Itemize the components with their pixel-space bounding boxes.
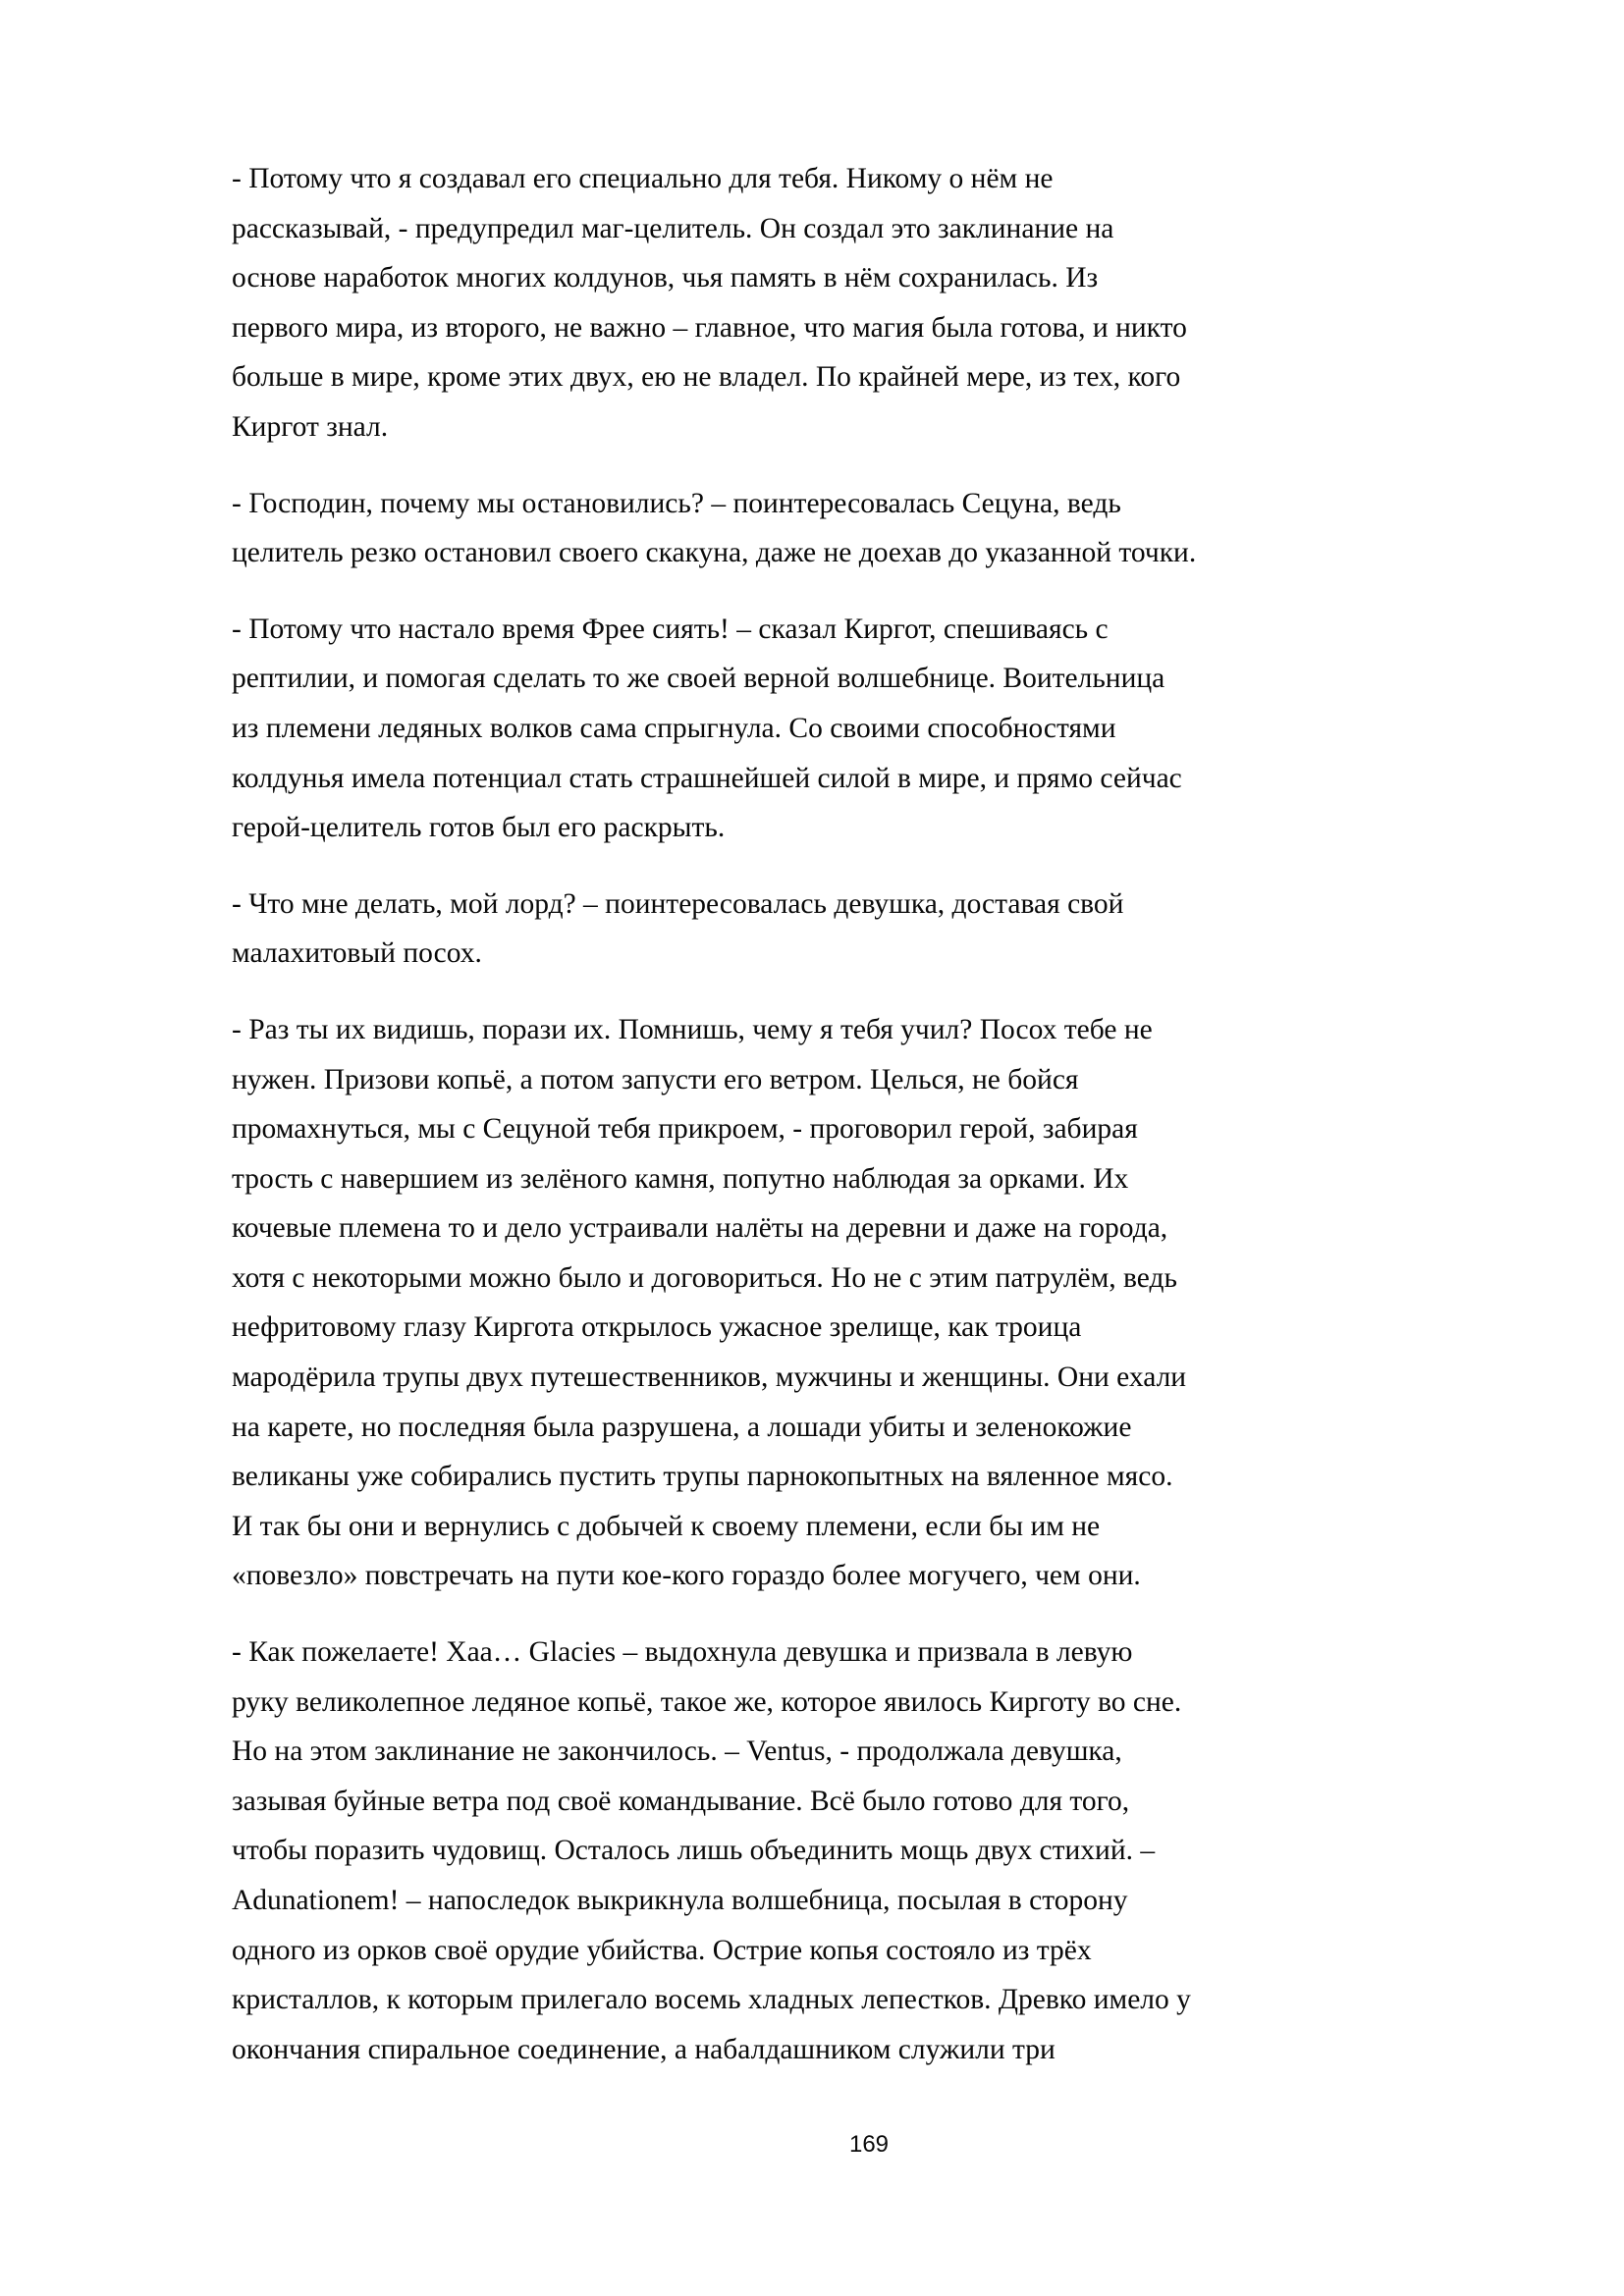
- text-line: великаны уже собирались пустить трупы парнокопытных на вяленное мясо.: [232, 1461, 1173, 1493]
- text-line: герой-целитель готов был его раскрыть.: [232, 812, 726, 844]
- text-line: рептилии, и помогая сделать то же своей верной волшебнице. Воительница: [232, 663, 1165, 695]
- text-line: малахитовый посох.: [232, 937, 482, 970]
- text-line: нужен. Призови копьё, а потом запусти его ветром. Целься, не бойся: [232, 1063, 1079, 1095]
- text-line: хотя с некоторыми можно было и договориться. Но не с этим патрулём, ведь: [232, 1261, 1177, 1294]
- text-line: Киргот знал.: [232, 410, 389, 443]
- text-line: основе наработок многих колдунов, чья память в нём сохранилась. Из: [232, 262, 1099, 294]
- text-line: - Господин, почему мы остановились? – поинтересовалась Сецуна, ведь: [232, 487, 1121, 519]
- text-line: первого мира, из второго, не важно – главное, что магия была готова, и никто: [232, 311, 1187, 344]
- text-line: промахнуться, мы с Сецуной тебя прикроем, - проговорил герой, забирая: [232, 1113, 1138, 1146]
- text-line: на карете, но последняя была разрушена, а лошади убиты и зеленокожие: [232, 1411, 1132, 1443]
- text-line: целитель резко остановил своего скакуна, даже не доехав до указанной точки.: [232, 537, 1197, 569]
- text-line: зазывая буйные ветра под своё командывание. Всё было готово для того,: [232, 1785, 1130, 1817]
- text-line: - Потому что настало время Фрее сиять! – сказал Киргот, спешиваясь с: [232, 613, 1109, 645]
- body-text: [232, 154, 1528, 2074]
- text-line: «повезло» повстречать на пути кое-кого гораздо более могучего, чем они.: [232, 1560, 1141, 1592]
- text-line: кристаллов, к которым прилегало восемь хладных лепестков. Древко имело у: [232, 1984, 1191, 2016]
- text-line: из племени ледяных волков сама спрыгнула. Со своими способностями: [232, 712, 1116, 744]
- paragraph: [232, 605, 1528, 853]
- text-line: кочевые племена то и дело устраивали налёты на деревни и даже на города,: [232, 1212, 1168, 1245]
- text-line: рассказывай, - предупредил маг-целитель. Он создал это заклинание на: [232, 212, 1114, 244]
- text-line: одного из орков своё орудие убийства. Острие копья состояло из трёх: [232, 1934, 1092, 1966]
- text-line: - Как пожелаете! Хаа… Glacies – выдохнула девушка и призвала в левую: [232, 1636, 1133, 1669]
- page-number: 169: [848, 2131, 890, 2158]
- text-line: Adunationem! – напоследок выкрикнула волшебница, посылая в сторону: [232, 1885, 1128, 1916]
- text-line: - Что мне делать, мой лорд? – поинтересовалась девушка, доставая свой: [232, 887, 1124, 920]
- text-line: И так бы они и вернулись с добычей к своему племени, если бы им не: [232, 1510, 1101, 1542]
- paragraph: [232, 1628, 1528, 2074]
- text-line: больше в мире, кроме этих двух, ею не владел. По крайней мере, из тех, кого: [232, 361, 1181, 394]
- paragraph: [232, 1005, 1528, 1601]
- text-line: колдунья имела потенциал стать страшнейшей силой в мире, и прямо сейчас: [232, 762, 1182, 794]
- text-line: - Потому что я создавал его специально для тебя. Никому о нём не: [232, 163, 1054, 194]
- text-line: руку великолепное ледяное копьё, такое же, которое явилось Кирготу во сне.: [232, 1685, 1182, 1718]
- text-line: мародёрила трупы двух путешественников, мужчины и женщины. Они ехали: [232, 1362, 1187, 1394]
- text-line: чтобы поразить чудовищ. Осталось лишь объединить мощь двух стихий. –: [232, 1835, 1156, 1867]
- text-line: - Раз ты их видишь, порази их. Помнишь, чему я тебя учил? Посох тебе не: [232, 1013, 1153, 1045]
- text-line: окончания спиральное соединение, а набалдашником служили три: [232, 2033, 1056, 2065]
- text-line: Но на этом заклинание не закончилось. – Ventus, - продолжала девушка,: [232, 1735, 1122, 1768]
- paragraph: [232, 154, 1528, 453]
- paragraph: [232, 479, 1528, 578]
- text-line: трость с навершием из зелёного камня, попутно наблюдая за орками. Их: [232, 1162, 1129, 1195]
- paragraph: [232, 880, 1528, 979]
- text-line: нефритовому глазу Киргота открылось ужасное зрелище, как троица: [232, 1311, 1082, 1344]
